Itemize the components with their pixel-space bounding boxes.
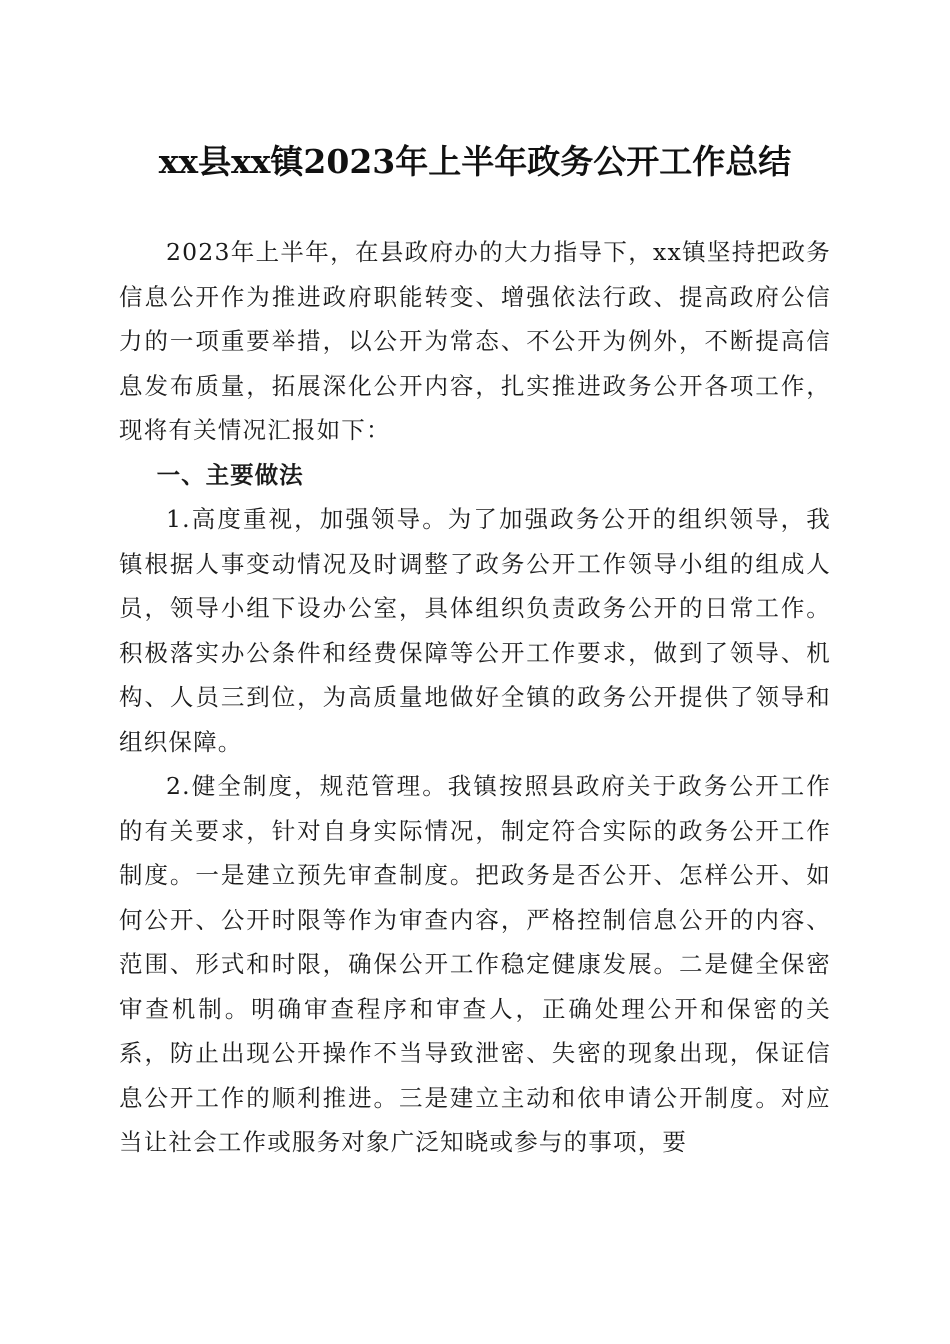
document-body [119,230,831,1165]
intro-paragraph: 2023年上半年，在县政府办的大力指导下，xx镇坚持把政务信息公开作为推进政府职能转变、增强依法行政、提高政府公信力的一项重要举措，以公开为常态、不公开为例外，不断提高信息发布质量，拓展深化公开内容，扎实推进政务公开各项工作，现将有关情况汇报如下： [119,238,831,444]
document-title: xx县xx镇2023年上半年政务公开工作总结 [158,142,792,181]
paragraph-1: 1.高度重视，加强领导。为了加强政务公开的组织领导，我镇根据人事变动情况及时调整了政务公开工作领导小组的组成人员，领导小组下设办公室，具体组织负责政务公开的日常工作。积极落实办公条件和经费保障等公开工作要求，做到了领导、机构、人员三到位，为高质量地做好全镇的政务公开提供了领导和组织保障。 [119,505,831,756]
paragraph-2: 2.健全制度，规范管理。我镇按照县政府关于政务公开工作的有关要求，针对自身实际情况，制定符合实际的政务公开工作制度。一是建立预先审查制度。把政务是否公开、怎样公开、如何公开、公开时限等作为审查内容，严格控制信息公开的内容、范围、形式和时限，确保公开工作稳定健康发展。二是健全保密审查机制。明确审查程序和审查人，正确处理公开和保密的关系，防止出现公开操作不当导致泄密、失密的现象出现，保证信息公开工作的顺利推进。三是建立主动和依申请公开制度。对应当让社会工作或服务对象广泛知晓或参与的事项，要 [119,772,831,1156]
section-heading: 一、主要做法 [156,460,304,489]
